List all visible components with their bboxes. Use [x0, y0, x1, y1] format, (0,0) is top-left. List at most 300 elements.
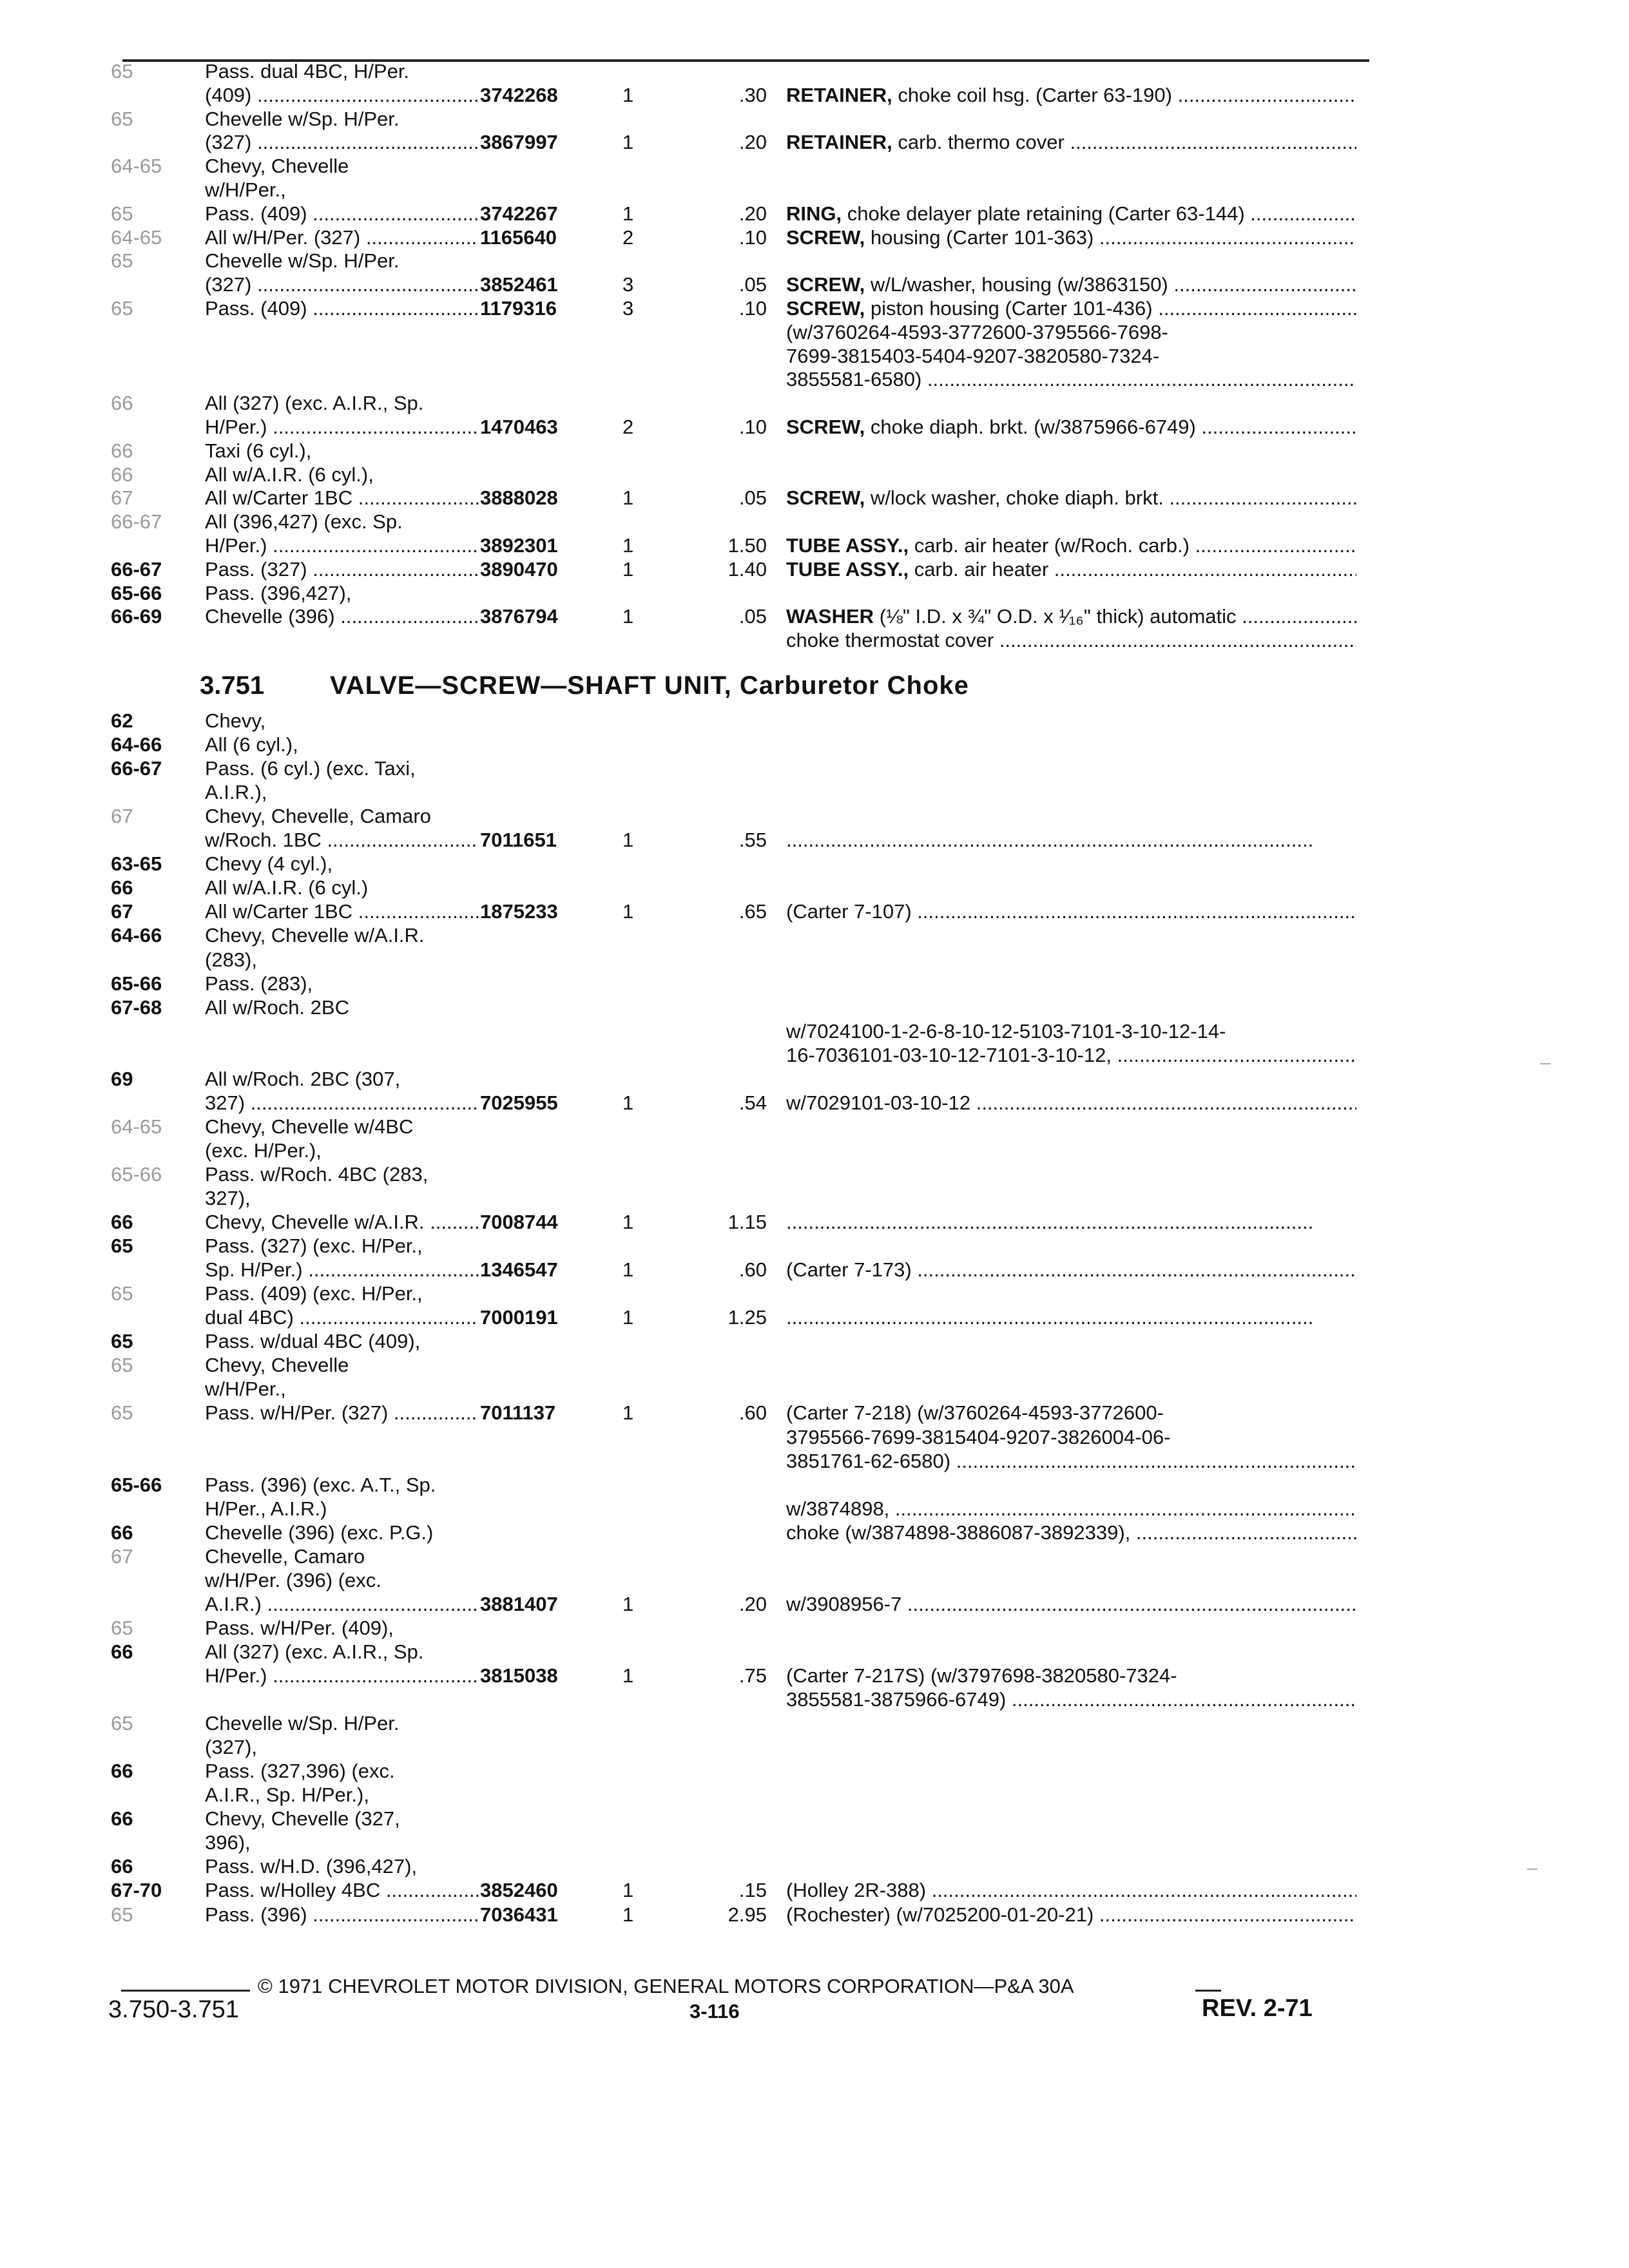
table-row	[0, 344, 1629, 369]
table-row	[0, 780, 1629, 805]
table-row	[0, 1425, 1629, 1450]
description-text: (Holley 2R-388)	[786, 1879, 927, 1902]
part-number: 1346547	[480, 1258, 558, 1282]
table-row	[0, 415, 1629, 439]
table-row	[0, 320, 1629, 345]
table-row	[0, 1735, 1629, 1760]
table-row	[0, 1497, 1629, 1521]
quantity: 1	[622, 1401, 634, 1425]
table-row	[0, 1831, 1629, 1855]
table-row	[0, 178, 1629, 202]
model-years: 66	[111, 1521, 133, 1544]
description-text: piston housing (Carter 101-436)	[870, 297, 1153, 320]
model-years: 66	[111, 1640, 133, 1663]
application-text: Sp. H/Per.) .....	[205, 1258, 479, 1282]
part-number: 1165640	[480, 226, 557, 249]
quantity: 1	[622, 1903, 634, 1926]
application-text: All w/Roch. 2BC	[205, 995, 349, 1019]
table-row	[0, 1067, 1629, 1091]
application-text: Pass. (327) (exc. H/Per.,	[205, 1235, 423, 1258]
table-row	[0, 948, 1629, 972]
part-description	[786, 628, 1356, 653]
section-number: 3.751	[200, 671, 265, 700]
table-row	[0, 1091, 1629, 1115]
table-row	[0, 249, 1629, 273]
part-description	[786, 1521, 1356, 1545]
part-number: 1179316	[480, 297, 557, 320]
description-text: (⅛" I.D. x ¾" O.D. x ¹⁄₁₆" thick) automatic	[879, 605, 1237, 628]
description-text: (Rochester) (w/7025200-01-20-21)	[786, 1903, 1094, 1926]
margin-mark	[1527, 1869, 1537, 1870]
table-row	[0, 628, 1629, 653]
footer-section-range: 3.750-3.751	[108, 1996, 239, 2023]
application-text: Chevelle w/Sp. H/Per.	[205, 107, 400, 130]
table-row	[0, 1664, 1629, 1688]
application-text: (409) .....	[205, 83, 479, 108]
quantity: 3	[622, 297, 634, 320]
application-text: Chevelle (396) (exc. P.G.)	[205, 1521, 434, 1544]
description-text: (Carter 7-218) (w/3760264-4593-3772600-	[786, 1401, 1164, 1425]
model-years: 65	[111, 202, 133, 225]
application-text: w/Roch. 1BC .....	[205, 828, 479, 852]
part-name: SCREW,	[786, 416, 865, 438]
price: .60	[738, 1258, 767, 1282]
price: 1.40	[728, 557, 767, 581]
table-row	[0, 733, 1629, 757]
part-description	[786, 83, 1356, 108]
part-description	[786, 202, 1356, 226]
part-name: RETAINER,	[786, 131, 892, 154]
part-name: RING,	[786, 202, 842, 225]
model-years: 64-65	[111, 226, 162, 249]
model-years: 67	[111, 805, 133, 828]
model-years: 67	[111, 486, 133, 510]
part-description	[786, 1258, 1356, 1282]
table-row	[0, 1305, 1629, 1330]
application-text: (283),	[205, 948, 257, 971]
table-row	[0, 828, 1629, 852]
application-text: A.I.R.),	[205, 781, 267, 804]
part-description	[786, 1664, 1356, 1688]
quantity: 1	[622, 605, 634, 628]
part-number: 3852461	[480, 273, 558, 296]
quantity: 1	[622, 900, 634, 923]
application-text: 327) .....	[205, 1091, 479, 1115]
part-description	[786, 367, 1356, 392]
application-text: Pass. (409) .....	[205, 202, 479, 226]
description-text: choke diaph. brkt. (w/3875966-6749)	[870, 416, 1196, 438]
table-row	[0, 226, 1629, 250]
table-row	[0, 1115, 1629, 1139]
quantity: 2	[622, 416, 634, 438]
application-text: All w/A.I.R. (6 cyl.),	[205, 463, 374, 486]
table-row	[0, 1473, 1629, 1497]
price: .05	[738, 486, 767, 510]
application-text: Pass. (396) (exc. A.T., Sp.	[205, 1473, 436, 1496]
part-description	[786, 1043, 1356, 1068]
part-name: RETAINER,	[786, 83, 892, 106]
part-number: 3890470	[480, 557, 558, 581]
application-text: (327) .....	[205, 273, 479, 297]
price: 1.25	[728, 1306, 767, 1329]
part-name: TUBE ASSY.,	[786, 557, 909, 581]
quantity: 1	[622, 1258, 634, 1282]
part-number: 3876794	[480, 605, 558, 628]
price: .20	[738, 202, 767, 225]
price: .20	[738, 1592, 767, 1615]
quantity: 2	[622, 226, 634, 249]
table-row	[0, 756, 1629, 781]
model-years: 66-67	[111, 510, 162, 533]
application-text: All (396,427) (exc. Sp.	[205, 510, 403, 533]
application-text: A.I.R.) .....	[205, 1592, 479, 1617]
application-text: Pass. w/Roch. 4BC (283,	[205, 1162, 429, 1186]
application-text: dual 4BC) .....	[205, 1305, 479, 1330]
table-row	[0, 581, 1629, 606]
model-years: 65-66	[111, 581, 162, 604]
quantity: 1	[622, 486, 634, 510]
table-row	[0, 1210, 1629, 1235]
table-row	[0, 899, 1629, 924]
price: .65	[738, 900, 767, 923]
application-text: (327) .....	[205, 130, 479, 155]
model-years: 65	[111, 1282, 133, 1305]
part-number: 7011137	[480, 1401, 556, 1425]
table-row	[0, 1186, 1629, 1211]
part-description	[786, 273, 1356, 297]
model-years: 66	[111, 1807, 133, 1831]
description-text: carb. thermo cover	[898, 131, 1065, 154]
quantity: 1	[622, 1091, 634, 1114]
model-years: 65-66	[111, 1162, 162, 1186]
table-row	[0, 154, 1629, 178]
part-description	[786, 1091, 1356, 1115]
part-description	[786, 296, 1356, 321]
part-description	[786, 1903, 1356, 1927]
description-text: choke coil hsg. (Carter 63-190)	[898, 83, 1172, 106]
price: .15	[738, 1879, 767, 1902]
part-description	[786, 1019, 1356, 1044]
application-text: Chevelle (396) .....	[205, 604, 479, 629]
model-years: 67-70	[111, 1879, 162, 1902]
application-text: Pass. dual 4BC, H/Per.	[205, 60, 410, 82]
application-text: Pass. w/H/Per. (327) .....	[205, 1401, 479, 1425]
description-text: 3855581-6580)	[786, 368, 922, 391]
model-years: 66-69	[111, 605, 162, 628]
table-row	[0, 1711, 1629, 1736]
application-text: Chevy, Chevelle	[205, 1354, 349, 1377]
part-description	[786, 1592, 1356, 1617]
table-row	[0, 1878, 1629, 1903]
application-text: w/H/Per.,	[205, 1378, 286, 1401]
part-description	[786, 486, 1356, 510]
part-name: WASHER	[786, 605, 874, 628]
part-description	[786, 1305, 1356, 1330]
section-title: VALVE—SCREW—SHAFT UNIT, Carburetor Choke	[330, 671, 969, 700]
description-text: w/3874898,	[786, 1497, 890, 1520]
application-text: Pass. (283),	[205, 972, 313, 995]
application-text: H/Per.) .....	[205, 533, 479, 558]
table-row	[0, 1139, 1629, 1163]
application-text: Pass. w/H/Per. (409),	[205, 1616, 394, 1639]
model-years: 65	[111, 1401, 133, 1425]
application-text: All (327) (exc. A.I.R., Sp.	[205, 392, 424, 415]
table-row	[0, 130, 1629, 155]
part-number: 3888028	[480, 486, 558, 510]
price: 1.15	[728, 1211, 767, 1234]
quantity: 1	[622, 829, 634, 852]
part-description	[786, 415, 1356, 439]
application-text: H/Per., A.I.R.)	[205, 1497, 327, 1520]
application-text: All w/A.I.R. (6 cyl.)	[205, 876, 369, 899]
table-row	[0, 59, 1629, 84]
price: .54	[738, 1091, 767, 1114]
model-years: 66-67	[111, 557, 162, 581]
model-years: 67	[111, 1544, 133, 1568]
part-number: 7025955	[480, 1091, 558, 1114]
application-text: w/H/Per.,	[205, 178, 286, 201]
part-description	[786, 828, 1356, 852]
application-text: Pass. (396,427),	[205, 581, 352, 604]
description-text: 16-7036101-03-10-12-7101-3-10-12,	[786, 1043, 1112, 1066]
model-years: 66	[111, 392, 133, 415]
price: .10	[738, 297, 767, 320]
table-row	[0, 1544, 1629, 1569]
application-text: Pass. (327) .....	[205, 557, 479, 582]
part-description	[786, 226, 1356, 250]
application-text: Chevy (4 cyl.),	[205, 852, 333, 876]
part-name: SCREW,	[786, 486, 865, 510]
table-row	[0, 604, 1629, 629]
table-row	[0, 923, 1629, 948]
table-row	[0, 1162, 1629, 1187]
price: .30	[738, 83, 767, 106]
footer-rule-right	[1195, 1990, 1221, 1992]
part-number: 3867997	[480, 131, 558, 154]
application-text: Pass. w/dual 4BC (409),	[205, 1330, 421, 1353]
price: .10	[738, 226, 767, 249]
price: .55	[738, 829, 767, 852]
table-row	[0, 1258, 1629, 1282]
table-row	[0, 463, 1629, 487]
description-text: housing (Carter 101-363)	[870, 226, 1094, 249]
table-row	[0, 852, 1629, 876]
description-text: (Carter 7-107)	[786, 900, 912, 923]
table-row	[0, 1019, 1629, 1044]
model-years: 65	[111, 249, 133, 273]
quantity: 1	[622, 1664, 634, 1687]
footer-page-number: 3-116	[689, 2000, 740, 2023]
application-text: Chevy, Chevelle w/4BC	[205, 1115, 414, 1138]
table-row	[0, 1282, 1629, 1306]
description-text: choke (w/3874898-3886087-3892339),	[786, 1521, 1131, 1544]
description-text: 3795566-7699-3815404-9207-3826004-06-	[786, 1425, 1171, 1448]
quantity: 1	[622, 83, 634, 106]
table-row	[0, 439, 1629, 463]
quantity: 1	[622, 202, 634, 225]
application-text: Pass. (6 cyl.) (exc. Taxi,	[205, 757, 416, 780]
table-row	[0, 1568, 1629, 1593]
price: .20	[738, 131, 767, 154]
model-years: 65	[111, 1354, 133, 1377]
table-row	[0, 83, 1629, 108]
price: 1.50	[728, 534, 767, 557]
application-text: Pass. (409) .....	[205, 296, 479, 321]
part-number: 3852460	[480, 1879, 558, 1902]
part-name: SCREW,	[786, 273, 865, 296]
part-number: 3742268	[480, 83, 558, 106]
table-row	[0, 1903, 1629, 1927]
price: .60	[738, 1401, 767, 1425]
part-number: 7008744	[480, 1211, 558, 1234]
part-name: SCREW,	[786, 226, 865, 249]
part-description	[786, 1497, 1356, 1521]
part-number: 3742267	[480, 202, 558, 225]
part-description	[786, 604, 1356, 629]
model-years: 63-65	[111, 852, 162, 876]
footer-rule-left	[121, 1990, 250, 1992]
description-text: choke delayer plate retaining (Carter 63-144)	[847, 202, 1245, 225]
application-text: (exc. H/Per.),	[205, 1139, 322, 1162]
application-text: Pass. (396) .....	[205, 1903, 479, 1927]
part-description	[786, 899, 1356, 924]
model-years: 65-66	[111, 972, 162, 995]
table-row	[0, 510, 1629, 534]
description-text: carb. air heater (w/Roch. carb.)	[914, 534, 1190, 557]
model-years: 66-67	[111, 757, 162, 780]
description-text: (Carter 7-217S) (w/3797698-3820580-7324-	[786, 1664, 1177, 1687]
price: 2.95	[728, 1903, 767, 1926]
table-row	[0, 1687, 1629, 1712]
model-years: 67	[111, 900, 133, 923]
table-row	[0, 1854, 1629, 1879]
part-description	[786, 1425, 1356, 1450]
table-row	[0, 1353, 1629, 1378]
description-text: carb. air heater	[914, 557, 1049, 581]
application-text: w/H/Per. (396) (exc.	[205, 1568, 381, 1591]
application-text: Chevy, Chevelle	[205, 155, 349, 178]
model-years: 65	[111, 60, 133, 82]
price: .75	[738, 1664, 767, 1687]
description-text: (w/3760264-4593-3772600-3795566-7698-	[786, 320, 1168, 343]
table-row	[0, 1807, 1629, 1831]
part-number: 1470463	[480, 416, 558, 438]
application-text: Pass. (327,396) (exc.	[205, 1760, 395, 1783]
model-years: 62	[111, 709, 133, 732]
description-text: choke thermostat cover	[786, 629, 994, 652]
footer-copyright: © 1971 CHEVROLET MOTOR DIVISION, GENERAL MOTORS CORPORATION—P&A 30A	[258, 1975, 1074, 1997]
table-row	[0, 1449, 1629, 1474]
footer-revision: REV. 2-71	[1202, 1995, 1313, 2022]
table-row	[0, 486, 1629, 510]
application-text: Chevelle w/Sp. H/Per.	[205, 1712, 400, 1735]
part-description	[786, 344, 1356, 369]
part-description	[786, 557, 1356, 582]
table-row	[0, 533, 1629, 558]
model-years: 65-66	[111, 1473, 162, 1496]
part-description	[786, 1449, 1356, 1474]
part-description	[786, 1210, 1356, 1235]
application-text: All (327) (exc. A.I.R., Sp.	[205, 1640, 424, 1663]
description-text: w/7024100-1-2-6-8-10-12-5103-7101-3-10-12-14-	[786, 1019, 1226, 1043]
table-row	[0, 1401, 1629, 1425]
part-description	[786, 1687, 1356, 1712]
table-row	[0, 367, 1629, 392]
application-text: A.I.R., Sp. H/Per.),	[205, 1783, 369, 1807]
application-text: (327),	[205, 1736, 257, 1759]
table-row	[0, 1043, 1629, 1068]
part-description	[786, 1401, 1356, 1425]
model-years: 65	[111, 1235, 133, 1258]
application-text: Chevy, Chevelle (327,	[205, 1807, 400, 1831]
table-row	[0, 296, 1629, 321]
application-text: Chevy, Chevelle, Camaro	[205, 805, 431, 828]
table-row	[0, 1616, 1629, 1640]
table-row	[0, 1329, 1629, 1354]
table-row	[0, 1759, 1629, 1783]
quantity: 3	[622, 273, 634, 296]
model-years: 65	[111, 1616, 133, 1639]
application-text: 327),	[205, 1187, 251, 1209]
price: .05	[738, 273, 767, 296]
table-row	[0, 804, 1629, 829]
model-years: 65	[111, 107, 133, 130]
model-years: 64-66	[111, 924, 162, 947]
part-name: TUBE ASSY.,	[786, 534, 909, 557]
table-row	[0, 107, 1629, 131]
description-text: 3855581-3875966-6749)	[786, 1688, 1007, 1711]
application-text: H/Per.) .....	[205, 1664, 479, 1688]
application-text: All (6 cyl.),	[205, 733, 298, 756]
model-years: 66	[111, 1855, 133, 1878]
application-text: Taxi (6 cyl.),	[205, 439, 312, 462]
price: .05	[738, 605, 767, 628]
table-row	[0, 1783, 1629, 1807]
part-number: 7036431	[480, 1903, 558, 1926]
part-description	[786, 1878, 1356, 1903]
application-text: 396),	[205, 1831, 251, 1854]
quantity: 1	[622, 131, 634, 154]
table-row	[0, 273, 1629, 297]
table-row	[0, 995, 1629, 1020]
part-number: 3892301	[480, 534, 558, 557]
table-row	[0, 1234, 1629, 1258]
model-years: 66	[111, 876, 133, 899]
part-number: 3815038	[480, 1664, 558, 1687]
application-text: All w/Roch. 2BC (307,	[205, 1067, 401, 1090]
price: .10	[738, 416, 767, 438]
application-text: Chevelle, Camaro	[205, 1544, 365, 1568]
table-row	[0, 972, 1629, 996]
table-row	[0, 557, 1629, 582]
model-years: 65	[111, 1903, 133, 1926]
application-text: H/Per.) .....	[205, 415, 479, 439]
table-row	[0, 1640, 1629, 1664]
quantity: 1	[622, 557, 634, 581]
model-years: 65	[111, 1330, 133, 1353]
description-text: w/lock washer, choke diaph. brkt.	[870, 486, 1164, 510]
application-text: All w/H/Per. (327) .....	[205, 226, 479, 250]
quantity: 1	[622, 1306, 634, 1329]
model-years: 64-66	[111, 733, 162, 756]
table-row	[0, 1377, 1629, 1401]
model-years: 67-68	[111, 995, 162, 1019]
application-text: Chevy, Chevelle w/A.I.R. .....	[205, 1210, 479, 1235]
model-years: 66	[111, 1760, 133, 1783]
application-text: Chevelle w/Sp. H/Per.	[205, 249, 400, 273]
model-years: 65	[111, 1712, 133, 1735]
description-text: 7699-3815403-5404-9207-3820580-7324-	[786, 344, 1160, 367]
